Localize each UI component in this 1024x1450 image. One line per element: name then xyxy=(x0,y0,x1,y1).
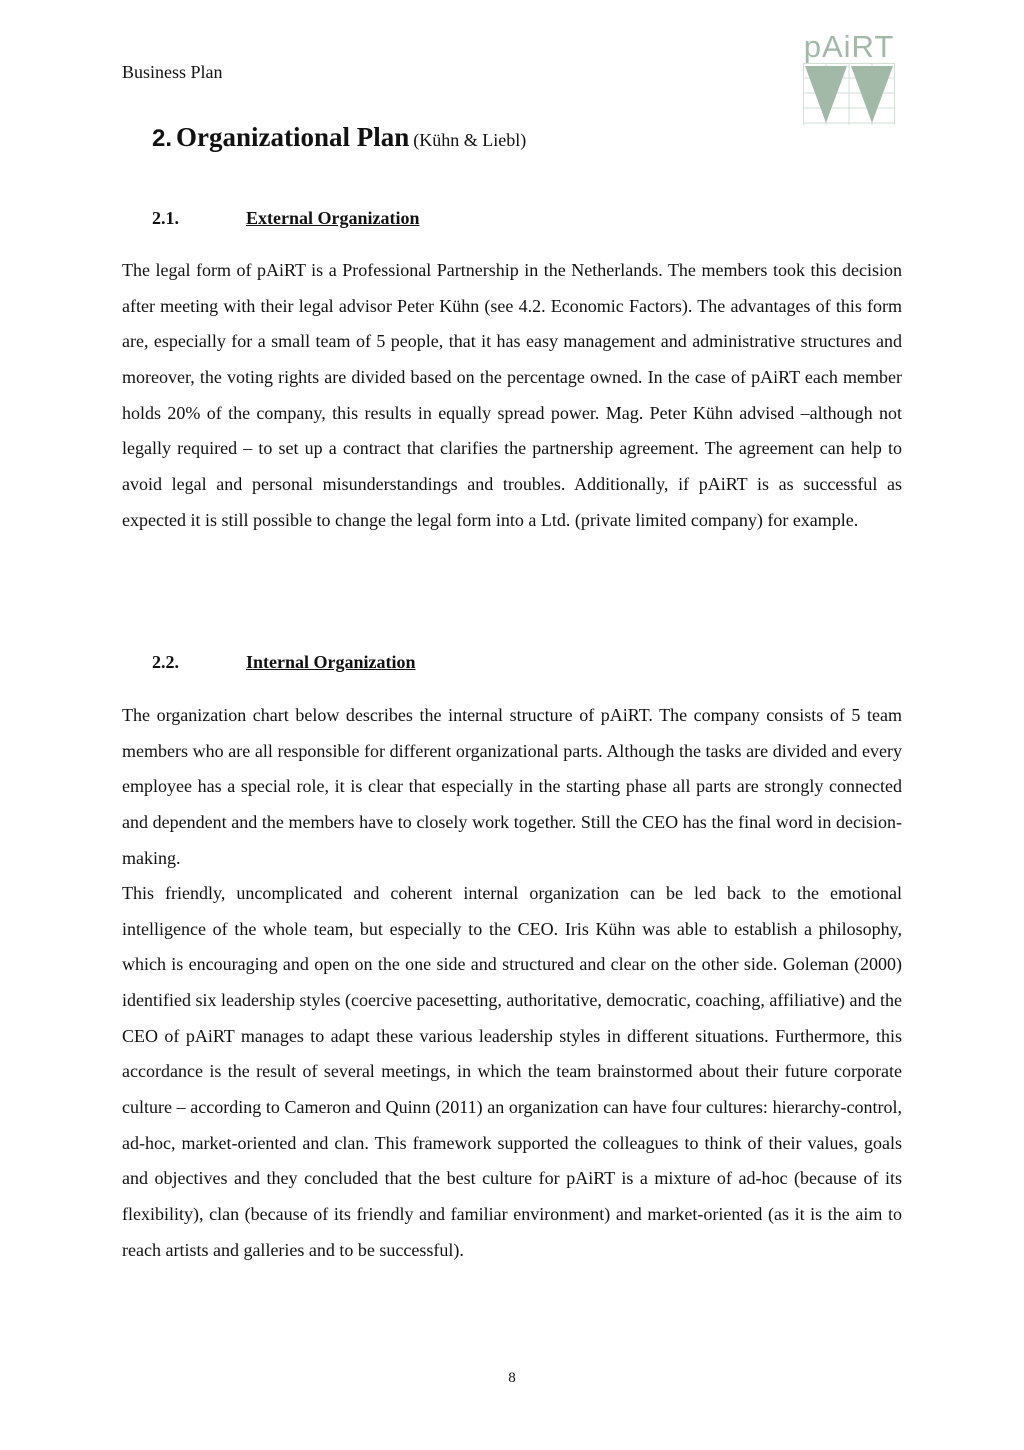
running-header: Business Plan xyxy=(122,62,223,82)
page-number: 8 xyxy=(508,1370,516,1386)
section-authors: (Kühn & Liebl) xyxy=(413,130,527,150)
subsection-title: Internal Organization xyxy=(246,652,416,672)
subsection-title: External Organization xyxy=(246,208,420,228)
subsection-heading-internal xyxy=(152,652,416,673)
section-title: Organizational Plan xyxy=(176,122,410,152)
section-heading xyxy=(152,122,526,153)
paragraph-internal-organization-1: The organization chart below describes the internal structure of pAiRT. The company consists of 5 team members who are all responsible for different organizational parts. Although the tasks are divided and every employee has a special role, it is clear that especially in the starting phase all parts are strongly connected and dependent and the members have to closely work together. Still the CEO has the final word in decision-making. xyxy=(122,705,902,868)
section-number: 2. xyxy=(152,125,173,152)
paragraph-internal-organization-2: This friendly, uncomplicated and coherent internal organization can be led back to the emotional intelligence of the whole team, but especially to the CEO. Iris Kühn was able to establish a philosophy, which is encouraging and open on the one side and structured and clear on the other side. Goleman (2000) identified six leadership styles (coercive pacesetting, authoritative, democratic, coaching, affiliative) and the CEO of pAiRT manages to adapt these various leadership styles in different situations. Furthermore, this accordance is the result of several meetings, in which the team brainstormed about their future corporate culture – according to Cameron and Quinn (2011) an organization can have four cultures: hierarchy-control, ad-hoc, market-oriented and clan. This framework supported the colleagues to think of their values, goals and objectives and they concluded that the best culture for pAiRT is a mixture of ad-hoc (because of its flexibility), clan (because of its friendly and familiar environment) and market-oriented (as it is the aim to reach artists and galleries and to be successful). xyxy=(122,883,902,1260)
subsection-number: 2.2. xyxy=(152,652,179,672)
pairt-logo xyxy=(803,29,895,125)
paragraph-external-organization: The legal form of pAiRT is a Professional Partnership in the Netherlands. The members took this decision after meeting with their legal advisor Peter Kühn (see 4.2. Economic Factors). The advantages of this form are, especially for a small team of 5 people, that it has easy management and administrative structures and moreover, the voting rights are divided based on the percentage owned. In the case of pAiRT each member holds 20% of the company, this results in equally spread power. Mag. Peter Kühn advised –although not legally required – to set up a contract that clarifies the partnership agreement. The agreement can help to avoid legal and personal misunderstandings and troubles. Additionally, if pAiRT is as successful as expected it is still possible to change the legal form into a Ltd. (private limited company) for example. xyxy=(122,260,902,530)
logo-triangles-icon xyxy=(803,63,895,125)
subsection-number: 2.1. xyxy=(152,208,179,228)
logo-wordmark: pAiRT xyxy=(803,29,895,64)
subsection-heading-external xyxy=(152,208,420,229)
